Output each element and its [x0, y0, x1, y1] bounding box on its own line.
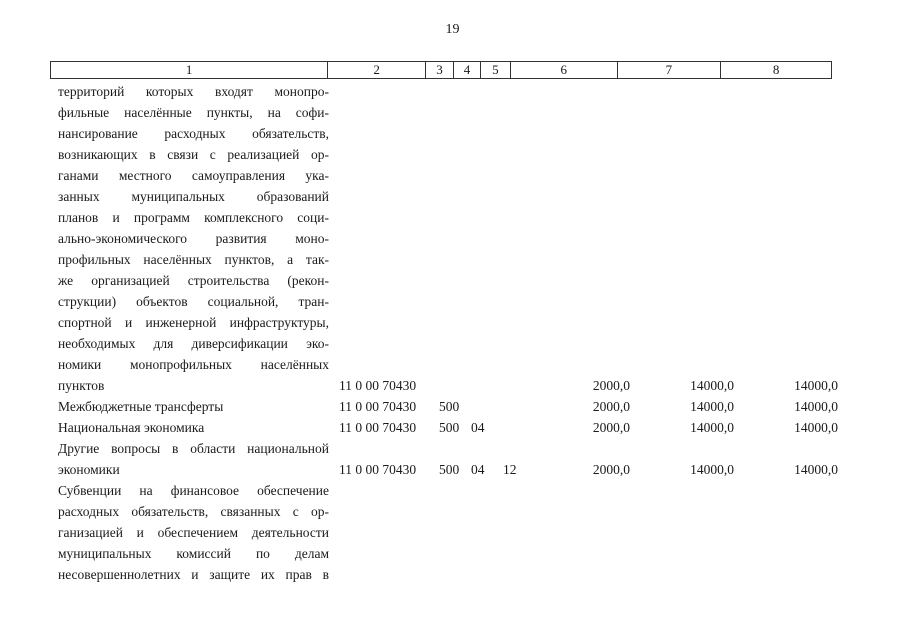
cell-target-code: 11 0 00 70430	[339, 378, 417, 393]
cell-section	[471, 207, 503, 228]
cell-amount-col7	[630, 312, 734, 333]
cell-expense-type	[439, 144, 471, 165]
cell-subsection	[503, 354, 543, 375]
cell-amount-col8	[734, 207, 838, 228]
cell-target-code	[329, 249, 439, 270]
cell-amount-col6	[543, 312, 630, 333]
cell-amount-col8	[734, 438, 838, 459]
cell-amount-col6: 2000,0	[592, 420, 630, 435]
cell-subsection	[503, 102, 543, 123]
row-description: ганизацией и обеспечением деятельности	[58, 525, 329, 540]
row-description: номики монопрофильных населённых	[58, 357, 329, 372]
cell-amount-col6	[543, 228, 630, 249]
cell-section	[471, 438, 503, 459]
table-row	[58, 480, 832, 501]
cell-section	[471, 144, 503, 165]
cell-section	[471, 333, 503, 354]
cell-amount-col8: 14000,0	[794, 378, 838, 393]
row-description: струкции) объектов социальной, тран-	[58, 294, 329, 309]
row-description: Субвенции на финансовое обеспечение	[58, 483, 329, 498]
cell-expense-type	[439, 186, 471, 207]
cell-subsection	[503, 228, 543, 249]
table-row	[58, 291, 832, 312]
table-header	[50, 61, 832, 79]
cell-amount-col6: 2000,0	[592, 399, 630, 414]
cell-amount-col7: 14000,0	[690, 399, 734, 414]
cell-amount-col6	[543, 354, 630, 375]
cell-subsection	[503, 564, 543, 585]
table-row	[58, 81, 832, 102]
page-number: 19	[445, 22, 460, 37]
cell-amount-col8	[734, 522, 838, 543]
cell-section	[471, 522, 503, 543]
cell-amount-col8	[734, 312, 838, 333]
cell-expense-type	[439, 564, 471, 585]
cell-amount-col7	[630, 480, 734, 501]
cell-target-code	[329, 144, 439, 165]
cell-expense-type	[439, 543, 471, 564]
cell-expense-type	[439, 438, 471, 459]
cell-amount-col7	[630, 501, 734, 522]
cell-amount-col8	[734, 480, 838, 501]
table-row	[58, 543, 832, 564]
cell-section	[471, 564, 503, 585]
table-row	[58, 459, 838, 480]
cell-amount-col6	[543, 144, 630, 165]
cell-target-code	[329, 228, 439, 249]
row-description: занных муниципальных образований	[58, 189, 329, 204]
cell-amount-col7	[630, 123, 734, 144]
cell-section	[471, 543, 503, 564]
cell-section	[471, 186, 503, 207]
header-col-4: 4	[454, 62, 481, 78]
cell-section	[471, 501, 503, 522]
cell-target-code	[329, 186, 439, 207]
row-description: фильные населённые пункты, на софи-	[58, 105, 329, 120]
cell-amount-col8	[734, 501, 838, 522]
cell-section	[471, 81, 503, 102]
cell-subsection	[503, 207, 543, 228]
cell-target-code	[329, 480, 439, 501]
cell-section	[471, 480, 503, 501]
cell-amount-col6	[543, 123, 630, 144]
cell-amount-col7	[630, 165, 734, 186]
table-row	[58, 165, 832, 186]
cell-expense-type	[439, 501, 471, 522]
cell-amount-col8: 14000,0	[794, 420, 838, 435]
cell-target-code	[329, 312, 439, 333]
cell-amount-col8	[734, 564, 838, 585]
cell-expense-type: 500	[439, 399, 460, 414]
row-description: Межбюджетные трансферты	[58, 399, 224, 414]
cell-subsection	[503, 396, 543, 417]
cell-subsection	[503, 375, 543, 396]
row-description: ганами местного самоуправления ука-	[58, 168, 329, 183]
cell-amount-col6	[543, 207, 630, 228]
cell-amount-col7	[630, 543, 734, 564]
cell-section: 04	[471, 420, 485, 435]
cell-target-code	[329, 207, 439, 228]
cell-amount-col6	[543, 270, 630, 291]
header-col-5: 5	[481, 62, 511, 78]
cell-amount-col6	[543, 438, 630, 459]
row-description: необходимых для диверсификации эко-	[58, 336, 329, 351]
header-col-8: 8	[772, 62, 780, 77]
table-row	[58, 228, 832, 249]
cell-amount-col6	[543, 501, 630, 522]
cell-expense-type	[439, 270, 471, 291]
cell-target-code	[329, 501, 439, 522]
cell-subsection	[503, 417, 543, 438]
table-row	[58, 375, 838, 396]
cell-section	[471, 375, 503, 396]
cell-target-code	[329, 522, 439, 543]
table-row	[58, 249, 832, 270]
cell-amount-col8: 14000,0	[794, 462, 838, 477]
table-row	[58, 123, 832, 144]
cell-amount-col7	[630, 207, 734, 228]
cell-target-code: 11 0 00 70430	[339, 399, 417, 414]
row-description: экономики	[58, 462, 120, 477]
cell-target-code	[329, 102, 439, 123]
row-description: профильных населённых пунктов, а так-	[58, 252, 329, 267]
row-description: возникающих в связи с реализацией ор-	[58, 147, 329, 162]
cell-section	[471, 249, 503, 270]
cell-amount-col8	[734, 165, 838, 186]
cell-amount-col7	[630, 270, 734, 291]
cell-expense-type	[439, 102, 471, 123]
cell-amount-col7	[630, 81, 734, 102]
table-row	[58, 354, 832, 375]
cell-target-code	[329, 165, 439, 186]
cell-expense-type	[439, 480, 471, 501]
cell-amount-col6	[543, 333, 630, 354]
cell-amount-col7	[630, 333, 734, 354]
cell-amount-col7	[630, 291, 734, 312]
cell-subsection	[503, 165, 543, 186]
cell-target-code: 11 0 00 70430	[339, 462, 417, 477]
row-description: планов и программ комплексного соци-	[58, 210, 329, 225]
cell-target-code	[329, 564, 439, 585]
cell-amount-col8	[734, 144, 838, 165]
cell-amount-col8	[734, 81, 838, 102]
cell-target-code	[329, 333, 439, 354]
table-row	[58, 501, 832, 522]
row-description: спортной и инженерной инфраструктуры,	[58, 315, 329, 330]
cell-subsection	[503, 81, 543, 102]
cell-expense-type	[439, 249, 471, 270]
table-row	[58, 333, 832, 354]
table-body	[58, 81, 838, 585]
cell-section	[471, 270, 503, 291]
row-description: муниципальных комиссий по делам	[58, 546, 329, 561]
cell-amount-col8	[734, 333, 838, 354]
header-col-6: 6	[511, 62, 618, 78]
cell-subsection	[503, 186, 543, 207]
row-description: ально-экономического развития моно-	[58, 231, 329, 246]
cell-target-code	[329, 291, 439, 312]
cell-subsection	[503, 543, 543, 564]
cell-section	[471, 312, 503, 333]
cell-amount-col6: 2000,0	[592, 378, 630, 393]
cell-section	[471, 123, 503, 144]
cell-amount-col7	[630, 354, 734, 375]
cell-amount-col7	[630, 228, 734, 249]
cell-amount-col8: 14000,0	[794, 399, 838, 414]
cell-expense-type	[439, 354, 471, 375]
table-row	[58, 396, 838, 417]
table-row	[58, 144, 832, 165]
row-description: несовершеннолетних и защите их прав в	[58, 567, 329, 582]
cell-amount-col6	[543, 165, 630, 186]
cell-target-code	[329, 81, 439, 102]
table-row	[58, 102, 832, 123]
cell-amount-col6	[543, 249, 630, 270]
cell-expense-type	[439, 207, 471, 228]
cell-amount-col8	[734, 228, 838, 249]
cell-expense-type	[439, 522, 471, 543]
cell-amount-col7	[630, 144, 734, 165]
cell-amount-col7: 14000,0	[690, 378, 734, 393]
cell-target-code: 11 0 00 70430	[339, 420, 417, 435]
cell-amount-col8	[734, 291, 838, 312]
cell-subsection	[503, 333, 543, 354]
cell-expense-type	[439, 312, 471, 333]
cell-subsection: 12	[503, 462, 517, 477]
cell-amount-col6: 2000,0	[592, 462, 630, 477]
cell-subsection	[503, 270, 543, 291]
cell-subsection	[503, 144, 543, 165]
cell-expense-type	[439, 165, 471, 186]
cell-expense-type	[439, 291, 471, 312]
header-col-1: 1	[51, 62, 328, 78]
cell-amount-col6	[543, 81, 630, 102]
cell-subsection	[503, 312, 543, 333]
header-col-7: 7	[618, 62, 722, 78]
cell-amount-col7	[630, 249, 734, 270]
row-description: пунктов	[58, 378, 105, 393]
cell-expense-type	[439, 228, 471, 249]
cell-amount-col7	[630, 102, 734, 123]
table-row	[58, 186, 832, 207]
cell-amount-col8	[734, 102, 838, 123]
table-row	[58, 417, 838, 438]
cell-section	[471, 291, 503, 312]
cell-amount-col8	[734, 543, 838, 564]
cell-section	[471, 396, 503, 417]
cell-section	[471, 354, 503, 375]
cell-section	[471, 102, 503, 123]
cell-subsection	[503, 438, 543, 459]
cell-expense-type	[439, 333, 471, 354]
cell-subsection	[503, 501, 543, 522]
cell-amount-col7	[630, 438, 734, 459]
cell-expense-type	[439, 81, 471, 102]
cell-amount-col7	[630, 186, 734, 207]
cell-amount-col8	[734, 249, 838, 270]
row-description: Другие вопросы в области национальной	[58, 441, 329, 456]
cell-subsection	[503, 522, 543, 543]
cell-subsection	[503, 123, 543, 144]
cell-target-code	[329, 438, 439, 459]
cell-amount-col8	[734, 123, 838, 144]
row-description: территорий которых входят монопро-	[58, 84, 329, 99]
cell-expense-type	[439, 123, 471, 144]
cell-section: 04	[471, 462, 485, 477]
row-description: нансирование расходных обязательств,	[58, 126, 329, 141]
cell-amount-col6	[543, 480, 630, 501]
cell-subsection	[503, 249, 543, 270]
cell-expense-type: 500	[439, 420, 460, 435]
cell-target-code	[329, 543, 439, 564]
row-description: же организацией строительства (рекон-	[58, 273, 329, 288]
cell-expense-type: 500	[439, 462, 460, 477]
row-description: Национальная экономика	[58, 420, 205, 435]
row-description: расходных обязательств, связанных с ор-	[58, 504, 329, 519]
cell-target-code	[329, 123, 439, 144]
cell-amount-col7: 14000,0	[690, 420, 734, 435]
cell-amount-col6	[543, 522, 630, 543]
cell-amount-col7	[630, 522, 734, 543]
cell-amount-col7: 14000,0	[690, 462, 734, 477]
cell-amount-col8	[734, 354, 838, 375]
table-row	[58, 438, 832, 459]
cell-amount-col6	[543, 102, 630, 123]
header-col-3: 3	[426, 62, 454, 78]
cell-amount-col8	[734, 186, 838, 207]
cell-subsection	[503, 480, 543, 501]
cell-amount-col7	[630, 564, 734, 585]
header-col-2: 2	[328, 62, 426, 78]
cell-target-code	[329, 354, 439, 375]
cell-expense-type	[439, 375, 471, 396]
cell-amount-col6	[543, 543, 630, 564]
cell-amount-col6	[543, 186, 630, 207]
cell-amount-col6	[543, 564, 630, 585]
cell-amount-col8	[734, 270, 838, 291]
cell-amount-col6	[543, 291, 630, 312]
table-row	[58, 564, 832, 585]
cell-target-code	[329, 270, 439, 291]
table-row	[58, 207, 832, 228]
table-row	[58, 270, 832, 291]
cell-section	[471, 165, 503, 186]
table-row	[58, 312, 832, 333]
cell-section	[471, 228, 503, 249]
cell-subsection	[503, 291, 543, 312]
table-row	[58, 522, 832, 543]
